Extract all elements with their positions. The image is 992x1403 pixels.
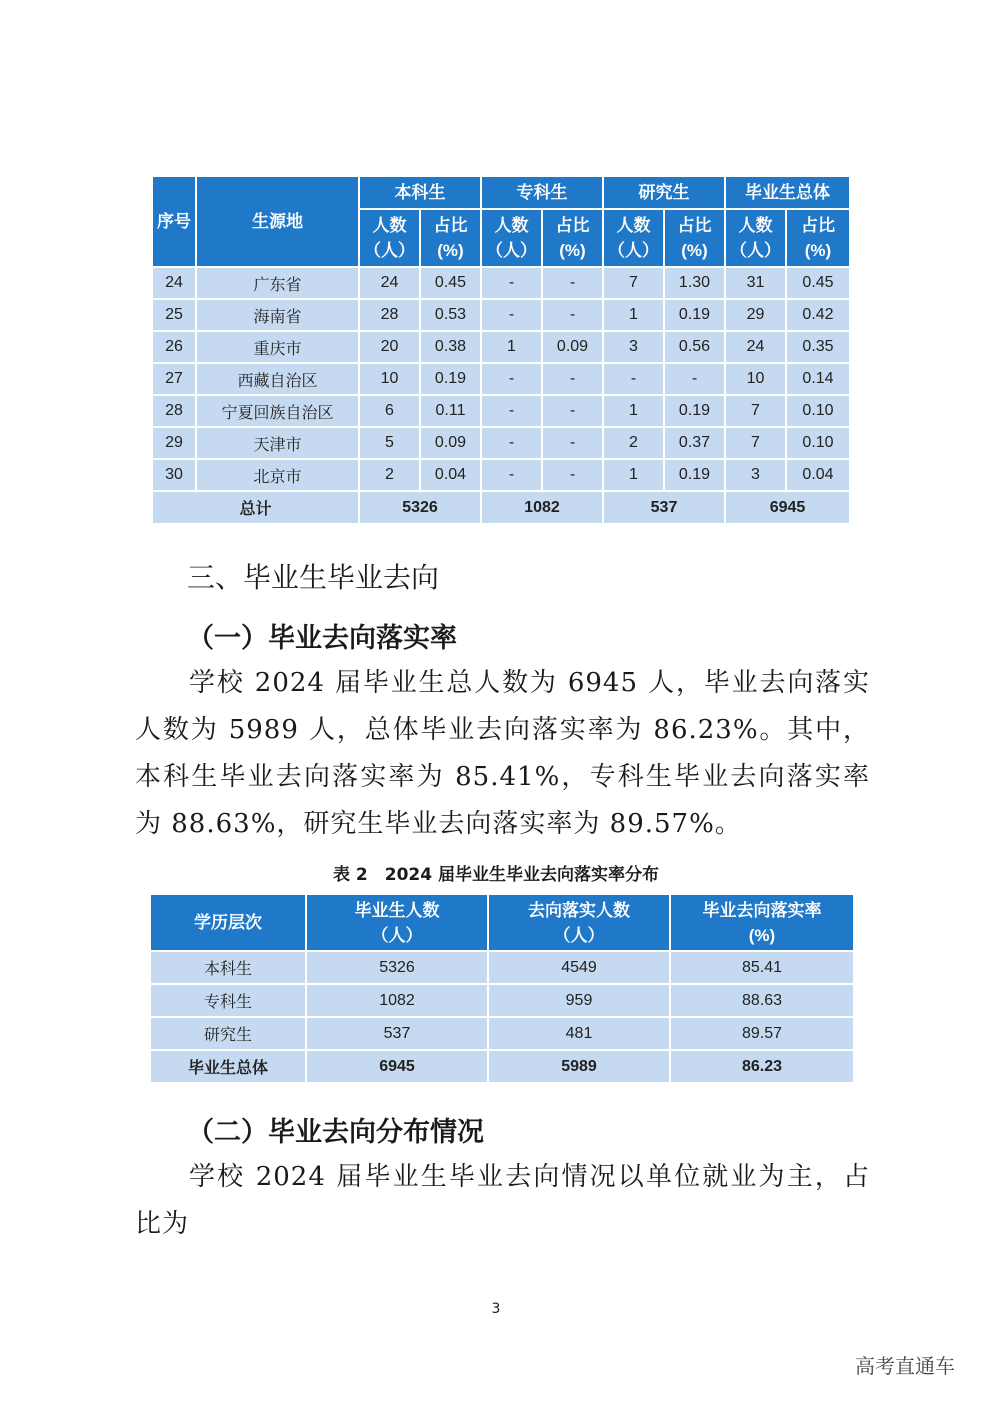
table-cell: 重庆市 xyxy=(196,331,359,363)
table-row xyxy=(152,331,850,363)
table-cell: - xyxy=(542,299,603,331)
table-cell: 89.57 xyxy=(670,1017,854,1050)
table-cell: 7 xyxy=(725,427,786,459)
table-cell: 27 xyxy=(152,363,196,395)
table-cell: 1082 xyxy=(306,984,488,1017)
table-cell: 24 xyxy=(152,267,196,299)
header-count: 人数 （人） xyxy=(603,209,664,267)
table-cell: 1 xyxy=(603,395,664,427)
table-cell: 1 xyxy=(481,331,542,363)
table-cell: - xyxy=(542,395,603,427)
table-cell: 85.41 xyxy=(670,951,854,984)
table-cell: 0.42 xyxy=(786,299,850,331)
table-cell: 2 xyxy=(603,427,664,459)
header-placed-count: 去向落实人数 （人） xyxy=(488,894,670,951)
total-cell: 5326 xyxy=(359,491,481,524)
table-cell: 天津市 xyxy=(196,427,359,459)
table-cell: - xyxy=(664,363,725,395)
table-cell: 29 xyxy=(725,299,786,331)
origin-distribution-table xyxy=(151,175,851,525)
header-count: 人数 （人） xyxy=(481,209,542,267)
header-placement-rate: 毕业去向落实率 (%) xyxy=(670,894,854,951)
table-cell: 0.19 xyxy=(420,363,481,395)
table-cell: 10 xyxy=(359,363,420,395)
table-cell: 0.10 xyxy=(786,427,850,459)
header-ratio: 占比 (%) xyxy=(786,209,850,267)
page-number: 3 xyxy=(491,1301,501,1317)
table-row xyxy=(152,427,850,459)
table-row xyxy=(150,951,854,984)
header-origin: 生源地 xyxy=(196,176,359,267)
table-cell: 5326 xyxy=(306,951,488,984)
subsection-heading-distribution: （二）毕业去向分布情况 xyxy=(187,1117,484,1148)
table-cell: 20 xyxy=(359,331,420,363)
table-cell: 5 xyxy=(359,427,420,459)
table-cell: 0.19 xyxy=(664,299,725,331)
table-cell: - xyxy=(481,363,542,395)
total-cell: 1082 xyxy=(481,491,603,524)
table-cell: 6 xyxy=(359,395,420,427)
table-cell: - xyxy=(481,395,542,427)
table-cell: 0.14 xyxy=(786,363,850,395)
table-cell: - xyxy=(481,459,542,491)
table-cell: 0.19 xyxy=(664,459,725,491)
table-cell: 0.35 xyxy=(786,331,850,363)
total-cell: 6945 xyxy=(306,1050,488,1083)
table-cell: 24 xyxy=(725,331,786,363)
subsection-heading-rate: （一）毕业去向落实率 xyxy=(187,623,457,654)
header-undergrad: 本科生 xyxy=(359,176,481,209)
header-college: 专科生 xyxy=(481,176,603,209)
table-row xyxy=(150,984,854,1017)
header-ratio: 占比 (%) xyxy=(542,209,603,267)
table2-caption: 表 2 2024 届毕业生毕业去向落实率分布 xyxy=(333,865,659,885)
paragraph-rate: 学校 2024 届毕业生总人数为 6945 人，毕业去向落实人数为 5989 人，总体毕业去向落实率为 86.23%。其中，本科生毕业去向落实率为 85.41%，专科生毕业去向落实率为 88.63%，研究生毕业去向落实率为 89.57%。 xyxy=(135,668,870,839)
table-row xyxy=(152,395,850,427)
table-row xyxy=(152,267,850,299)
placement-rate-table xyxy=(149,893,855,1084)
table-cell: 0.19 xyxy=(664,395,725,427)
table-cell: 0.04 xyxy=(420,459,481,491)
table-total-row xyxy=(152,491,850,524)
table-cell: - xyxy=(481,299,542,331)
table-cell: 29 xyxy=(152,427,196,459)
table-cell: 0.04 xyxy=(786,459,850,491)
table-row xyxy=(150,1017,854,1050)
table-cell: 0.53 xyxy=(420,299,481,331)
table-row xyxy=(152,363,850,395)
table-cell: 专科生 xyxy=(150,984,306,1017)
table-cell: 1.30 xyxy=(664,267,725,299)
table-cell: 0.09 xyxy=(420,427,481,459)
table-cell: 28 xyxy=(359,299,420,331)
header-count: 人数 （人） xyxy=(725,209,786,267)
total-cell: 5989 xyxy=(488,1050,670,1083)
table-cell: 537 xyxy=(306,1017,488,1050)
header-level: 学历层次 xyxy=(150,894,306,951)
table-cell: 0.45 xyxy=(786,267,850,299)
table-cell: 2 xyxy=(359,459,420,491)
table-cell: - xyxy=(542,267,603,299)
watermark: 高考直通车 xyxy=(855,1354,955,1378)
table-cell: 1 xyxy=(603,299,664,331)
table-cell: 北京市 xyxy=(196,459,359,491)
table-cell: 0.10 xyxy=(786,395,850,427)
table-cell: 959 xyxy=(488,984,670,1017)
table-cell: - xyxy=(481,427,542,459)
table-total-row xyxy=(150,1050,854,1083)
table-cell: 0.56 xyxy=(664,331,725,363)
table-cell: 1 xyxy=(603,459,664,491)
table-cell: 7 xyxy=(725,395,786,427)
table-cell: 3 xyxy=(725,459,786,491)
total-label: 总计 xyxy=(152,491,359,524)
table-cell: 0.38 xyxy=(420,331,481,363)
total-cell: 537 xyxy=(603,491,725,524)
table-cell: 10 xyxy=(725,363,786,395)
table-cell: 0.09 xyxy=(542,331,603,363)
table-cell: 88.63 xyxy=(670,984,854,1017)
table-cell: - xyxy=(542,459,603,491)
table-cell: 0.11 xyxy=(420,395,481,427)
header-ratio: 占比 (%) xyxy=(664,209,725,267)
table-cell: 本科生 xyxy=(150,951,306,984)
table-cell: 0.37 xyxy=(664,427,725,459)
table-cell: 24 xyxy=(359,267,420,299)
table-row xyxy=(152,299,850,331)
header-seq: 序号 xyxy=(152,176,196,267)
table-cell: 西藏自治区 xyxy=(196,363,359,395)
table-cell: 0.45 xyxy=(420,267,481,299)
table-cell: 研究生 xyxy=(150,1017,306,1050)
table-cell: 宁夏回族自治区 xyxy=(196,395,359,427)
table-cell: 31 xyxy=(725,267,786,299)
table-cell: 海南省 xyxy=(196,299,359,331)
header-grad-count: 毕业生人数 （人） xyxy=(306,894,488,951)
table-cell: 25 xyxy=(152,299,196,331)
table-cell: - xyxy=(542,427,603,459)
table-cell: 30 xyxy=(152,459,196,491)
table-cell: 4549 xyxy=(488,951,670,984)
total-cell: 86.23 xyxy=(670,1050,854,1083)
table-cell: 26 xyxy=(152,331,196,363)
table-cell: 28 xyxy=(152,395,196,427)
section-heading: 三、毕业生毕业去向 xyxy=(187,561,440,594)
table-cell: - xyxy=(603,363,664,395)
header-count: 人数 （人） xyxy=(359,209,420,267)
table-cell: 481 xyxy=(488,1017,670,1050)
header-ratio: 占比 (%) xyxy=(420,209,481,267)
total-cell: 6945 xyxy=(725,491,850,524)
table-cell: 广东省 xyxy=(196,267,359,299)
header-overall: 毕业生总体 xyxy=(725,176,850,209)
total-cell: 毕业生总体 xyxy=(150,1050,306,1083)
table-cell: 3 xyxy=(603,331,664,363)
paragraph-distribution: 学校 2024 届毕业生毕业去向情况以单位就业为主，占比为 xyxy=(135,1162,870,1239)
table-cell: - xyxy=(481,267,542,299)
header-postgrad: 研究生 xyxy=(603,176,725,209)
table-row xyxy=(152,459,850,491)
table-cell: - xyxy=(542,363,603,395)
table-cell: 7 xyxy=(603,267,664,299)
